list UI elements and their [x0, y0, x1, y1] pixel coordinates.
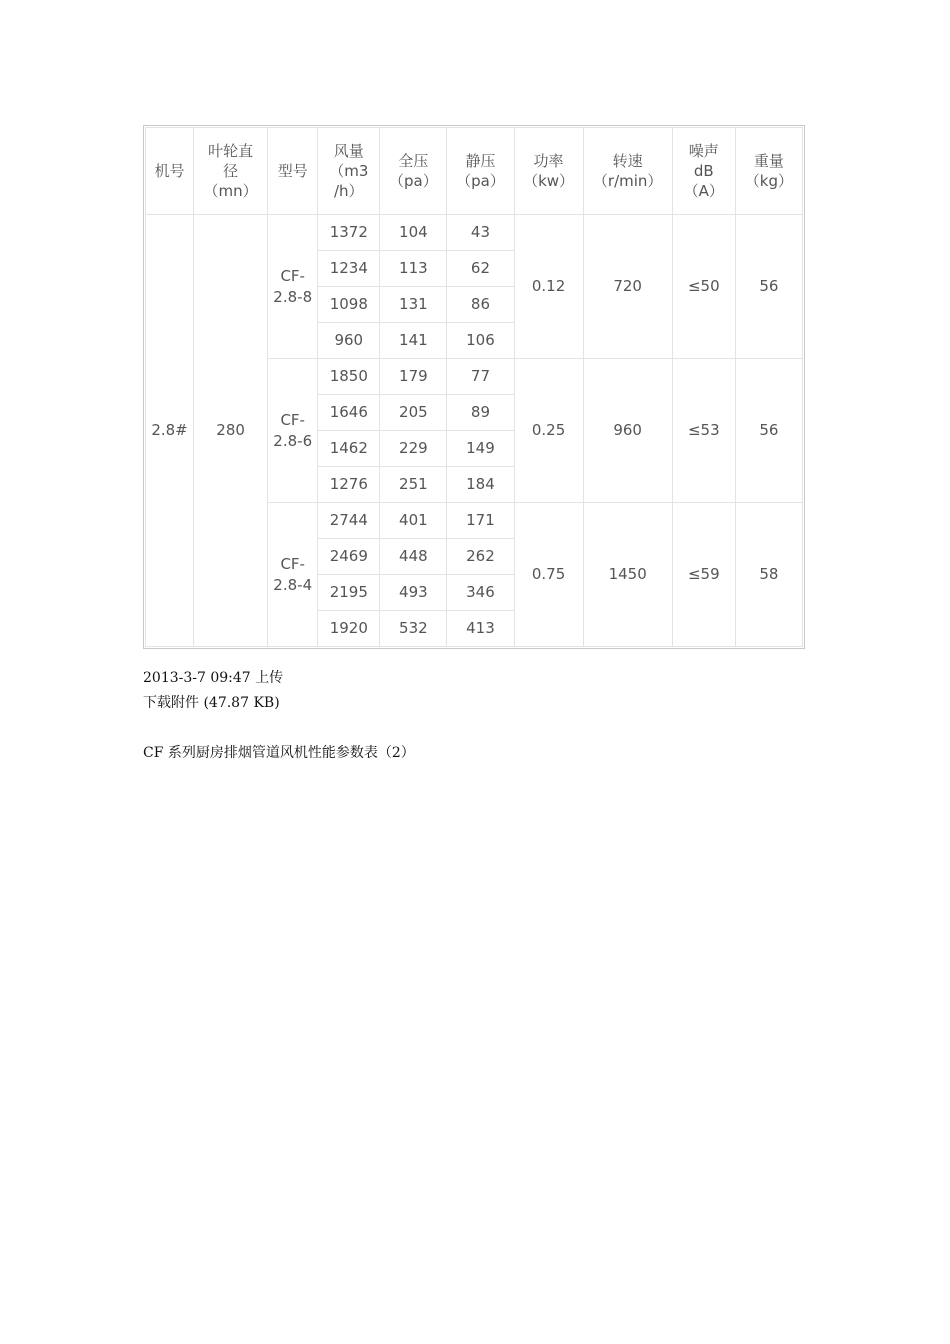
power-cell: 0.75 [514, 503, 583, 647]
header-model [268, 128, 318, 215]
header-machine-no [146, 128, 194, 215]
static-pressure-cell: 62 [447, 251, 514, 287]
static-pressure-cell: 171 [447, 503, 514, 539]
header-static-pressure-line: 静压 [465, 151, 496, 170]
header-speed [583, 128, 672, 215]
noise-cell: ≤59 [672, 503, 735, 647]
model-line: 2.8-4 [273, 575, 313, 594]
total-pressure-cell: 229 [380, 431, 447, 467]
air-volume-cell: 2195 [318, 575, 380, 611]
header-machine-no-line: 机号 [154, 161, 185, 180]
weight-cell: 58 [735, 503, 802, 647]
header-static-pressure [447, 128, 514, 215]
total-pressure-cell: 131 [380, 287, 447, 323]
model-line: CF- [280, 267, 305, 286]
speed-cell: 1450 [583, 503, 672, 647]
model-line: CF- [280, 555, 305, 574]
static-pressure-cell: 89 [447, 395, 514, 431]
total-pressure-cell: 532 [380, 611, 447, 647]
static-pressure-cell: 184 [447, 467, 514, 503]
air-volume-cell: 2469 [318, 539, 380, 575]
static-pressure-cell: 106 [447, 323, 514, 359]
header-weight [735, 128, 802, 215]
header-speed-line: （r/min） [592, 172, 663, 190]
noise-cell: ≤53 [672, 359, 735, 503]
air-volume-cell: 1462 [318, 431, 380, 467]
air-volume-cell: 1276 [318, 467, 380, 503]
weight-cell: 56 [735, 215, 802, 359]
header-power-line: （kw） [523, 172, 575, 190]
header-impeller-diameter-line: 径 [223, 161, 239, 180]
table-caption: CF 系列厨房排烟管道风机性能参数表（2） [143, 745, 415, 761]
model-line: 2.8-8 [273, 287, 313, 306]
total-pressure-cell: 448 [380, 539, 447, 575]
header-weight-line: 重量 [753, 151, 784, 170]
header-model-line: 型号 [277, 161, 308, 180]
header-noise-line: dB [693, 161, 714, 180]
air-volume-cell: 2744 [318, 503, 380, 539]
model-cell [268, 359, 318, 503]
static-pressure-cell: 86 [447, 287, 514, 323]
static-pressure-cell: 149 [447, 431, 514, 467]
header-air-volume-line: 风量 [333, 141, 364, 160]
table-header-row [146, 128, 803, 215]
air-volume-cell: 960 [318, 323, 380, 359]
total-pressure-cell: 113 [380, 251, 447, 287]
upload-timestamp: 2013-3-7 09:47 上传 [143, 670, 284, 686]
total-pressure-cell: 493 [380, 575, 447, 611]
static-pressure-cell: 262 [447, 539, 514, 575]
download-attachment-link[interactable]: 下载附件 (47.87 KB) [143, 695, 280, 711]
header-weight-line: （kg） [744, 172, 794, 190]
model-line: 2.8-6 [273, 431, 313, 450]
air-volume-cell: 1234 [318, 251, 380, 287]
static-pressure-cell: 413 [447, 611, 514, 647]
header-power-line: 功率 [533, 151, 564, 170]
total-pressure-cell: 251 [380, 467, 447, 503]
power-cell: 0.25 [514, 359, 583, 503]
header-air-volume-line: /h） [334, 182, 364, 201]
air-volume-cell: 1850 [318, 359, 380, 395]
power-cell: 0.12 [514, 215, 583, 359]
air-volume-cell: 1098 [318, 287, 380, 323]
header-noise-line: 噪声 [688, 141, 719, 160]
machine-no-cell: 2.8# [146, 215, 194, 647]
header-power [514, 128, 583, 215]
air-volume-cell: 1372 [318, 215, 380, 251]
air-volume-cell: 1920 [318, 611, 380, 647]
total-pressure-cell: 104 [380, 215, 447, 251]
header-total-pressure [380, 128, 447, 215]
table-body [146, 215, 803, 647]
noise-cell: ≤50 [672, 215, 735, 359]
total-pressure-cell: 205 [380, 395, 447, 431]
header-total-pressure-line: （pa） [389, 172, 438, 190]
header-total-pressure-line: 全压 [398, 151, 429, 170]
table-row [146, 215, 803, 251]
model-cell [268, 215, 318, 359]
model-cell [268, 503, 318, 647]
header-impeller-diameter-line: （mn） [203, 182, 258, 201]
header-impeller-diameter [194, 128, 268, 215]
header-impeller-diameter-line: 叶轮直 [208, 141, 254, 160]
total-pressure-cell: 141 [380, 323, 447, 359]
header-noise [672, 128, 735, 215]
total-pressure-cell: 401 [380, 503, 447, 539]
header-static-pressure-line: （pa） [456, 172, 505, 190]
static-pressure-cell: 77 [447, 359, 514, 395]
fan-performance-table [145, 127, 803, 647]
header-noise-line: （A） [683, 182, 724, 201]
spec-table-image [143, 125, 805, 649]
speed-cell: 960 [583, 359, 672, 503]
header-speed-line: 转速 [612, 151, 643, 170]
air-volume-cell: 1646 [318, 395, 380, 431]
header-air-volume-line: （m3 [329, 161, 369, 180]
model-line: CF- [280, 411, 305, 430]
weight-cell: 56 [735, 359, 802, 503]
static-pressure-cell: 346 [447, 575, 514, 611]
static-pressure-cell: 43 [447, 215, 514, 251]
speed-cell: 720 [583, 215, 672, 359]
impeller-diameter-cell: 280 [194, 215, 268, 647]
header-air-volume [318, 128, 380, 215]
total-pressure-cell: 179 [380, 359, 447, 395]
